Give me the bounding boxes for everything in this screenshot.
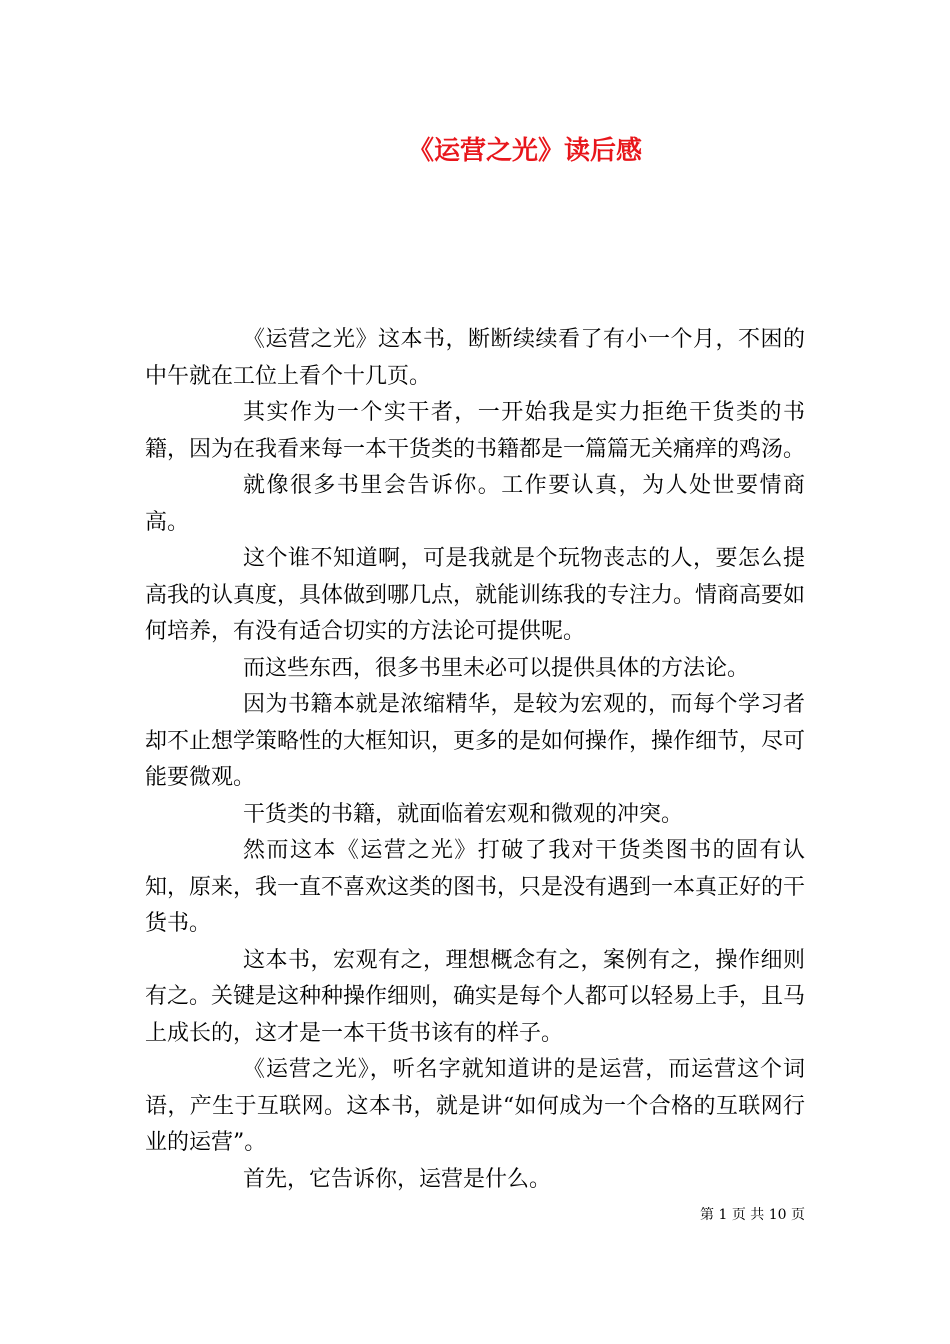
paragraph: 而这些东西，很多书里未必可以提供具体的方法论。 [243,655,750,681]
paragraph: 《运营之光》这本书，断断续续看了有小一个月，不困的中午就在工位上看个十几页。 [145,327,805,389]
paragraph: 首先，它告诉你，运营是什么。 [243,1166,552,1192]
document-title: 《运营之光》读后感 [407,136,642,166]
paragraph: 因为书籍本就是浓缩精华，是较为宏观的，而每个学习者却不止想学策略性的大框知识，更多的是如何操作，操作细节，尽可能要微观。 [145,692,806,790]
paragraph: 这个谁不知道啊，可是我就是个玩物丧志的人，要怎么提高我的认真度，具体做到哪几点，就能训练我的专注力。情商高要如何培养，有没有适合切实的方法论可提供呢。 [145,546,806,644]
paragraph: 就像很多书里会告诉你。工作要认真，为人处世要情商高。 [145,473,805,535]
page-number: 第 1 页 共 10 页 [700,1207,805,1223]
paragraph: 《运营之光》，听名字就知道讲的是运营，而运营这个词语，产生于互联网。这本书，就是讲“如何成为一个合格的互联网行业的运营”。 [145,1057,805,1155]
paragraph: 干货类的书籍，就面临着宏观和微观的冲突。 [243,801,684,827]
paragraph: 这本书，宏观有之，理想概念有之，案例有之，操作细则有之。关键是这种种操作细则，确实是每个人都可以轻易上手，且马上成长的，这才是一本干货书该有的样子。 [145,947,806,1046]
paragraph: 其实作为一个实干者，一开始我是实力拒绝干货类的书籍，因为在我看来每一本干货类的书籍都是一篇篇无关痛痒的鸡汤。 [145,400,806,462]
document-body [145,322,805,1198]
paragraph: 然而这本《运营之光》打破了我对干货类图书的固有认知，原来，我一直不喜欢这类的图书，只是没有遇到一本真正好的干货书。 [145,838,806,936]
